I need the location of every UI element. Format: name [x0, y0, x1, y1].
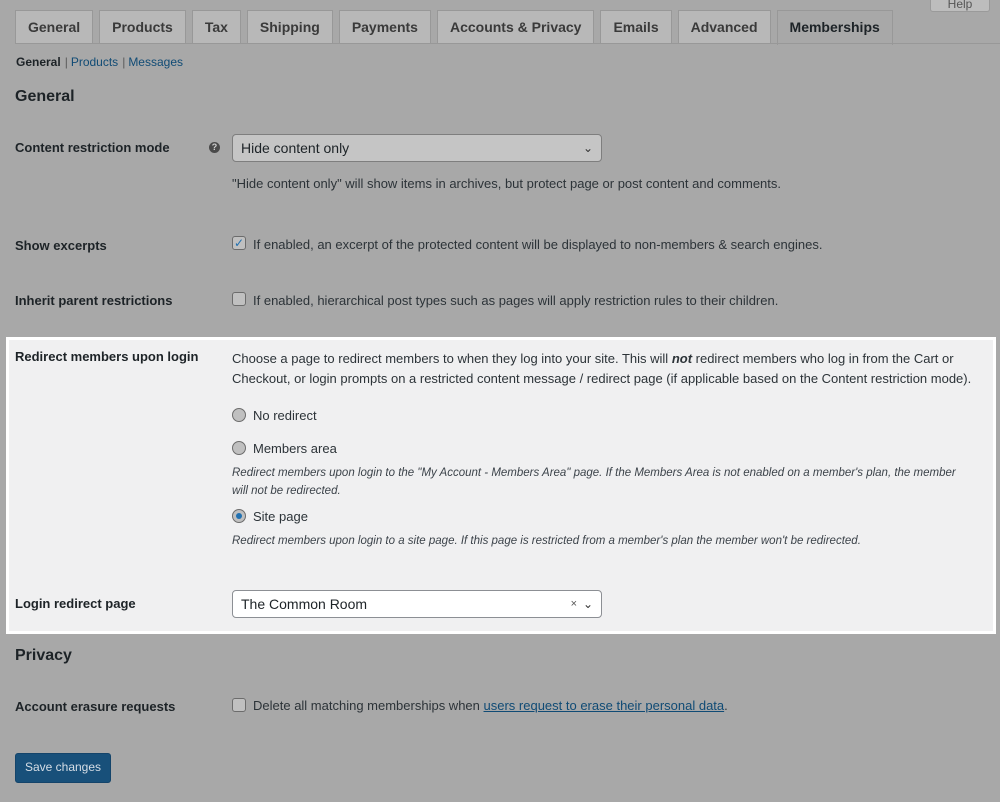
- login-redirect-page-value: The Common Room: [241, 596, 368, 612]
- inherit-parent-checkbox[interactable]: [232, 292, 246, 306]
- clear-icon[interactable]: ×: [570, 598, 577, 610]
- tab-shipping[interactable]: Shipping: [247, 10, 333, 43]
- section-subnav: General | Products | Messages: [16, 55, 184, 69]
- members-area-radio[interactable]: [232, 441, 246, 455]
- inherit-parent-description: If enabled, hierarchical post types such as pages will apply restriction rules to their children.: [253, 293, 779, 308]
- tab-accounts-privacy[interactable]: Accounts & Privacy: [437, 10, 595, 43]
- show-excerpts-checkbox[interactable]: [232, 236, 246, 250]
- subnav-messages[interactable]: Messages: [128, 55, 184, 69]
- help-tab[interactable]: Help: [930, 0, 990, 12]
- site-page-radio[interactable]: [232, 509, 246, 523]
- chevron-down-icon: ⌄: [582, 141, 593, 155]
- subnav-general[interactable]: General: [16, 55, 61, 69]
- tab-tax[interactable]: Tax: [192, 10, 241, 43]
- tab-memberships[interactable]: Memberships: [777, 10, 893, 45]
- members-area-note: Redirect members upon login to the "My Account - Members Area" page. If the Members Area is not enabled on a member's plan, the member will not be redirected.: [232, 467, 956, 497]
- account-erasure-checkbox[interactable]: [232, 698, 246, 712]
- show-excerpts-description: If enabled, an excerpt of the protected content will be displayed to non-members & search engines.: [253, 237, 823, 252]
- tab-payments[interactable]: Payments: [339, 10, 431, 43]
- help-tip-icon[interactable]: ?: [209, 142, 220, 153]
- chevron-down-icon: ⌄: [582, 597, 593, 611]
- tabs-divider: [15, 43, 1000, 44]
- show-excerpts-label: Show excerpts: [15, 238, 107, 253]
- general-heading: General: [15, 88, 75, 105]
- inherit-parent-label: Inherit parent restrictions: [15, 293, 173, 308]
- content-restriction-select[interactable]: [232, 134, 602, 162]
- site-page-note: Redirect members upon login to a site page. If this page is restricted from a member's plan the member won't be redirected.: [232, 535, 861, 547]
- subnav-products[interactable]: Products: [70, 55, 119, 69]
- tab-general[interactable]: General: [15, 10, 93, 43]
- settings-tabs: [15, 10, 893, 44]
- content-restriction-description: "Hide content only" will show items in archives, but protect page or post content and comments.: [232, 176, 782, 191]
- tab-emails[interactable]: Emails: [600, 10, 671, 43]
- tab-products[interactable]: Products: [99, 10, 186, 43]
- content-restriction-value: Hide content only: [241, 140, 350, 156]
- account-erasure-description: Delete all matching memberships when users request to erase their personal data.: [253, 698, 728, 713]
- save-changes-button[interactable]: Save changes: [15, 753, 111, 783]
- login-redirect-page-select[interactable]: [232, 590, 602, 618]
- privacy-heading: Privacy: [15, 647, 72, 664]
- checkmark-icon: ✓: [233, 236, 245, 250]
- redirect-label: Redirect members upon login: [15, 349, 199, 364]
- account-erasure-label: Account erasure requests: [15, 699, 176, 714]
- no-redirect-label: No redirect: [253, 408, 317, 423]
- login-redirect-page-label: Login redirect page: [15, 596, 136, 611]
- erase-personal-data-link[interactable]: users request to erase their personal data: [483, 698, 725, 713]
- members-area-label: Members area: [253, 441, 337, 456]
- content-restriction-label: Content restriction mode: [15, 140, 170, 155]
- tab-advanced[interactable]: Advanced: [678, 10, 771, 43]
- redirect-description: Choose a page to redirect members to when they log into your site. This will not redirect members who log in from the Cart or Checkout, or login prompts on a restricted content message / redirect page (if applicable based on the Content restriction mode).: [232, 351, 972, 386]
- no-redirect-radio[interactable]: [232, 408, 246, 422]
- site-page-label: Site page: [253, 509, 308, 524]
